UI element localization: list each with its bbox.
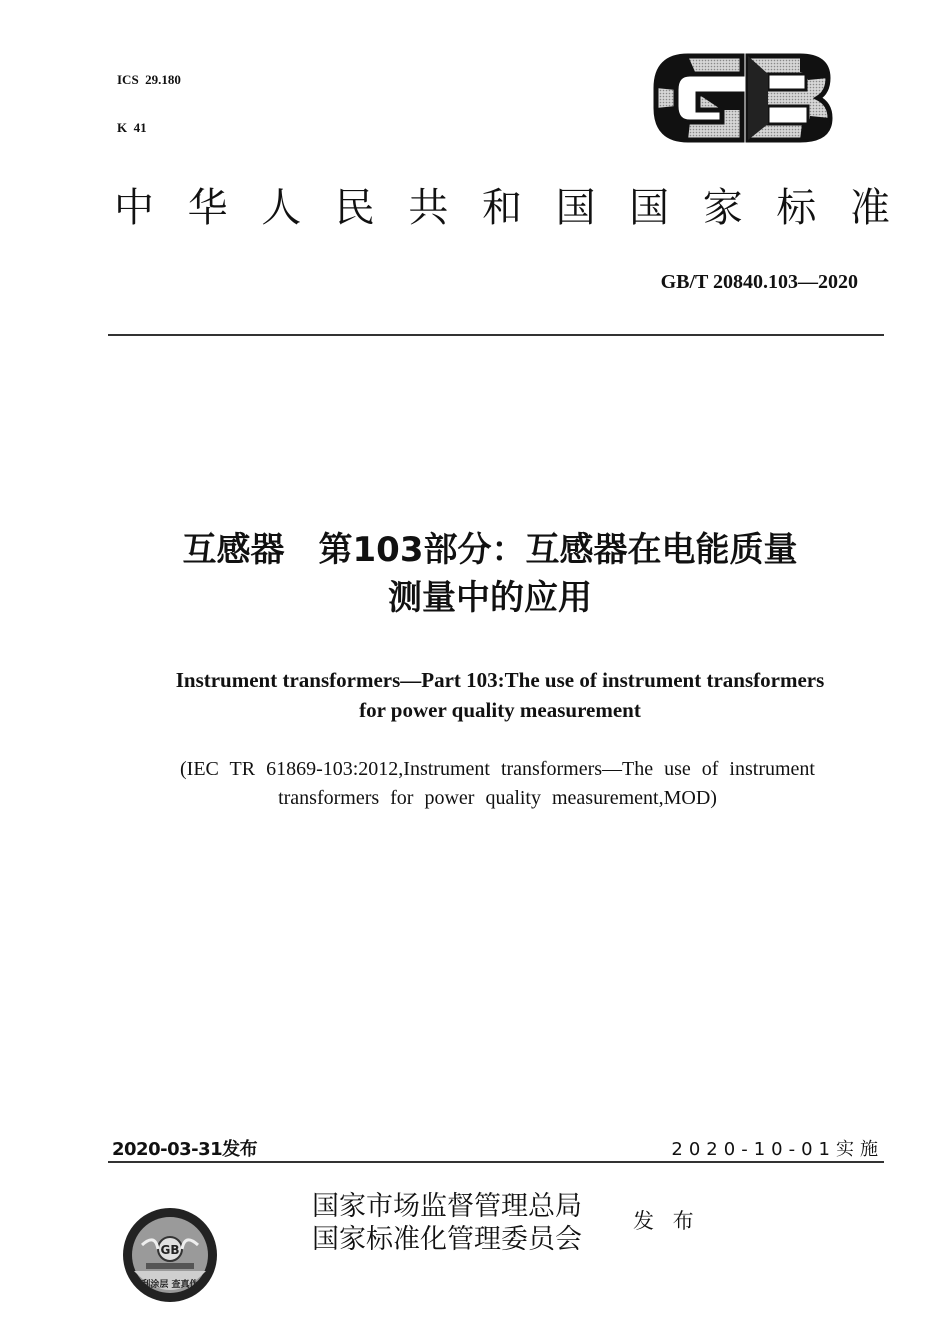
heading-char: 家 <box>702 185 743 231</box>
heading-char: 人 <box>261 185 302 231</box>
stamp-icon <box>120 1205 220 1305</box>
english-title-line-2: for power quality measurement <box>359 698 641 722</box>
bottom-divider <box>108 1161 884 1163</box>
classification-codes <box>117 40 181 152</box>
chinese-title-line-1: 互感器 第103部分：互感器在电能质量 <box>182 530 798 570</box>
standard-number: GB/T 20840.103—2020 <box>660 271 858 293</box>
english-title-line-1: Instrument transformers—Part 103:The use of instrument transformers <box>175 668 825 692</box>
svg-text:GB: GB <box>160 1243 180 1257</box>
iec-reference-line-1: (IEC TR 61869-103:2012,Instrument transformers—The use of instrument <box>180 758 815 780</box>
publish-label: 发 布 <box>633 1209 700 1233</box>
issuer-sac: 国家标准化管理委员会 <box>312 1224 582 1255</box>
iec-reference-line-2: transformers for power quality measurement,MOD) <box>278 787 717 809</box>
heading-char: 和 <box>481 185 522 231</box>
ics-code: ICS 29.180 <box>117 72 181 87</box>
heading-char: 准 <box>849 185 890 231</box>
heading-char: 华 <box>187 185 228 231</box>
chinese-title-line-2: 测量中的应用 <box>388 578 592 618</box>
svg-text:刮涂层 查真伪: 刮涂层 查真伪 <box>141 1280 199 1290</box>
implement-date: 2020-10-01实施 <box>671 1139 884 1160</box>
heading-char: 共 <box>408 185 449 231</box>
anti-counterfeit-stamp <box>120 1205 220 1305</box>
heading-char: 国 <box>555 185 596 231</box>
gb-logo-icon <box>650 50 836 146</box>
heading-char: 标 <box>776 185 817 231</box>
heading-char: 民 <box>334 185 375 231</box>
issuer-samr: 国家市场监督管理总局 <box>312 1191 582 1222</box>
issuing-authorities <box>312 1190 582 1256</box>
heading-char: 国 <box>629 185 670 231</box>
english-title <box>120 665 880 725</box>
heading-char: 中 <box>114 185 154 231</box>
top-divider <box>108 334 884 336</box>
iec-reference <box>110 755 885 813</box>
ccs-code: K 41 <box>117 120 147 135</box>
chinese-title <box>90 526 890 622</box>
national-standard-heading <box>112 183 892 233</box>
gb-logo <box>650 50 836 146</box>
publish-date: 2020-03-31发布 <box>112 1139 258 1160</box>
